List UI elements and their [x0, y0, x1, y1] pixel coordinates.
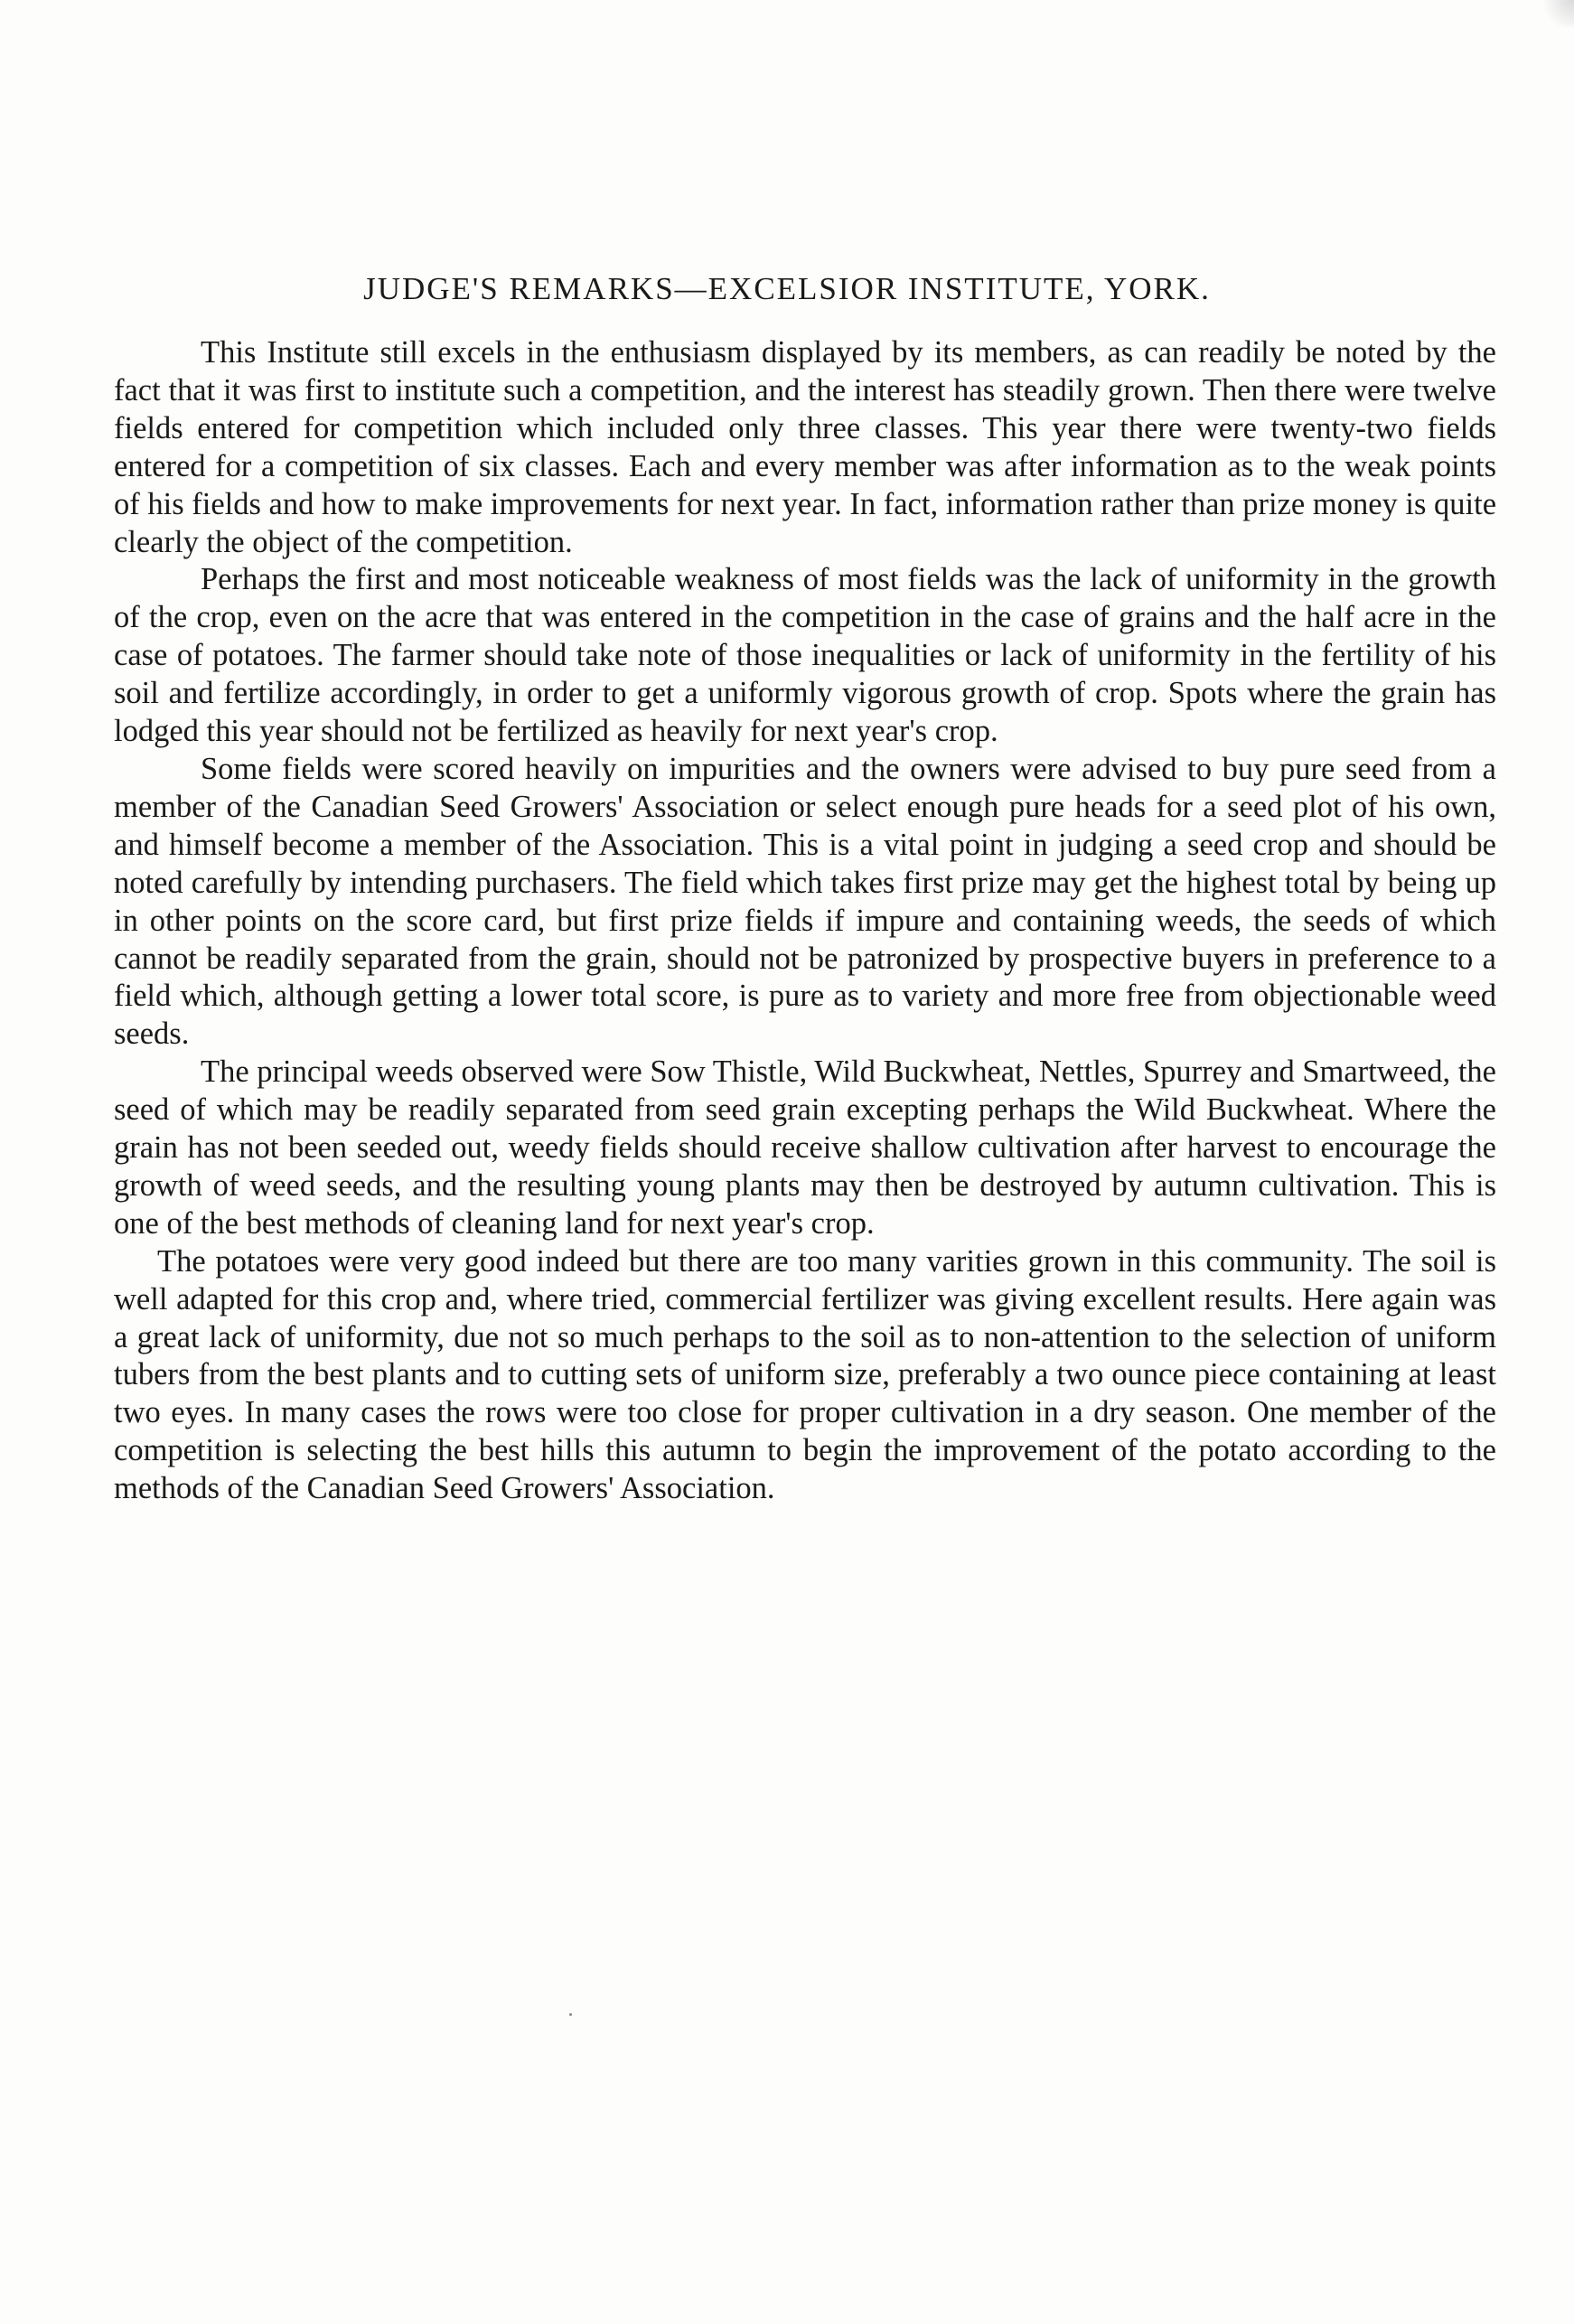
paragraph-impurities: Some fields were scored heavily on impurities and the owners were advised to buy pure seed from a member of the Canadian Seed Growers' Association or select enough pure heads for a seed plot of his own, and himself become a member of the Association. This is a vital point in judging a seed crop and should be noted carefully by intending purchasers. The field which takes first prize may get the highest total by being up in other points on the score card, but first prize fields if impure and containing weeds, the seeds of which cannot be readily separated from the grain, should not be patronized by prospective buyers in preference to a field which, although getting a lower total score, is pure as to variety and more free from objectionable weed seeds. [114, 751, 1496, 1052]
paragraph-potatoes: The potatoes were very good indeed but there are too many varities grown in this community. The soil is well adapted for this crop and, where tried, commercial fertilizer was giving excellent results. Here again was a great lack of uniformity, due not so much perhaps to the soil as to non-attention to the selection of uniform tubers from the best plants and to cutting sets of uniform size, preferably a two ounce piece containing at least two eyes. In many cases the rows were too close for proper cultivation in a dry season. One member of the competition is selecting the best hills this autumn to begin the improvement of the potato according to the methods of the Canadian Seed Growers' Association. [114, 1243, 1496, 1506]
page-edge-shadow [1538, 0, 1574, 27]
page-title: JUDGE'S REMARKS—EXCELSIOR INSTITUTE, YORK. [363, 271, 1211, 306]
paragraph-uniformity-weakness: Perhaps the first and most noticeable weakness of most fields was the lack of uniformity in the growth of the crop, even on the acre that was entered in the competition in the case of grains and the half acre in the case of potatoes. The farmer should take note of those inequalities or lack of uniformity in the fertility of his soil and fertilize accordingly, in order to get a uniformly vigorous growth of crop. Spots where the grain has lodged this year should not be fertilized as heavily for next year's crop. [114, 562, 1496, 749]
paragraph-institute-enthusiasm: This Institute still excels in the enthusiasm displayed by its members, as can readily be noted by the fact that it was first to institute such a competition, and the interest has steadily grown. Then there were twelve fields entered for competition which included only three classes. This year there were twenty-two fields entered for a competition of six classes. Each and every member was after information as to the weak points of his fields and how to make improvements for next year. In fact, information rather than prize money is quite clearly the object of the competition. [114, 335, 1497, 559]
stray-ink-dot [569, 2013, 572, 2016]
document-body [114, 334, 1496, 1508]
paragraph-principal-weeds: The principal weeds observed were Sow Thistle, Wild Buckwheat, Nettles, Spurrey and Smartweed, the seed of which may be readily separated from seed grain excepting perhaps the Wild Buckwheat. Where the grain has not been seeded out, weedy fields should receive shallow cultivation after harvest to encourage the growth of weed seeds, and the resulting young plants may then be destroyed by autumn cultivation. This is one of the best methods of cleaning land for next year's crop. [114, 1054, 1496, 1241]
